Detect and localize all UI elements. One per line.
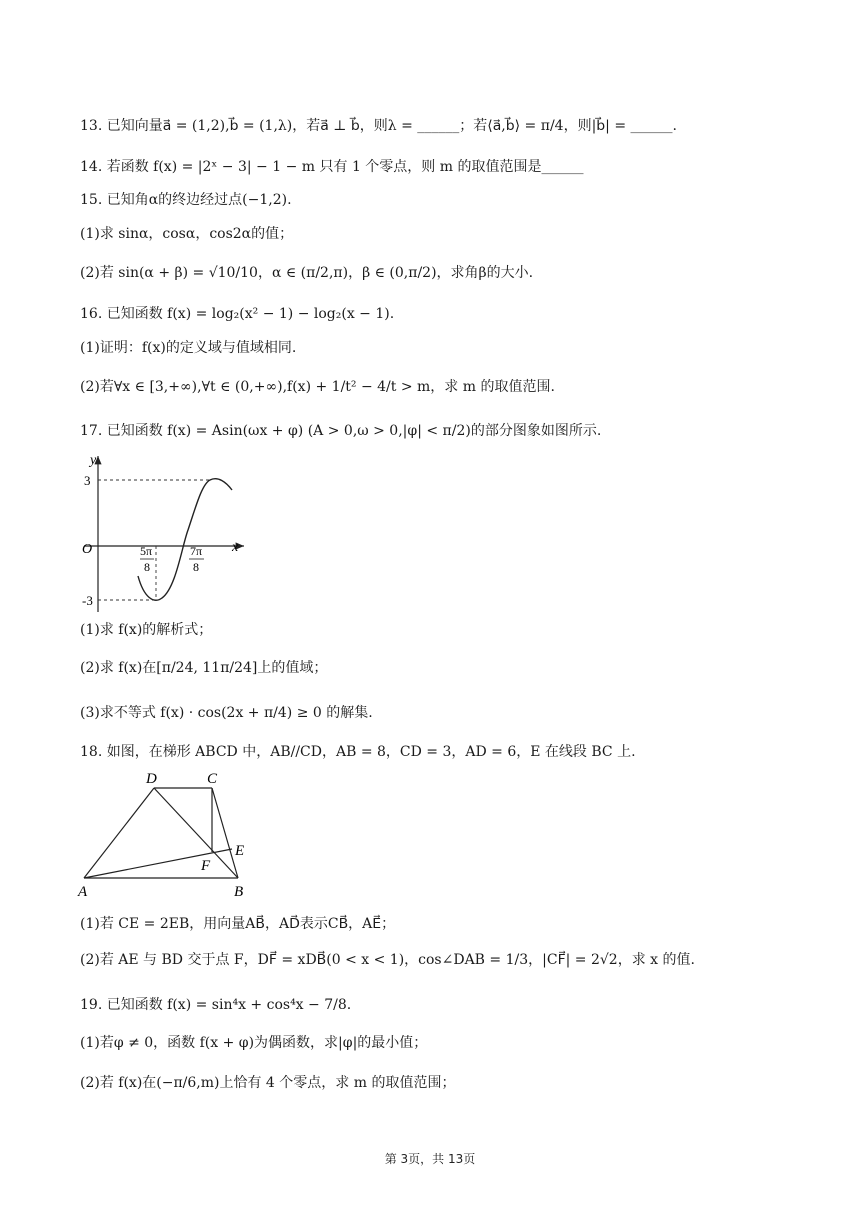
q13-text: 13. 已知向量a⃗ = (1,2),b⃗ = (1,λ)，若a⃗ ⊥ b⃗，则λ = ______；若⟨a⃗,b⃗⟩ = π/4，则|b⃗| = ______. (80, 118, 677, 134)
x2-numerator: 7π (190, 544, 203, 558)
q18-part2: (2)若 AE 与 BD 交于点 F，DF⃗ = xDB⃗(0 < x < 1)，cos∠DAB = 1/3，|CF⃗| = 2√2，求 x 的值. (80, 952, 695, 968)
y-label: y (90, 453, 97, 468)
sine-curve (138, 479, 232, 600)
page-footer: 第 3页，共 13页 (384, 1152, 476, 1166)
q16-part2: (2)若∀x ∈ [3,+∞),∀t ∈ (0,+∞),f(x) + 1/t² − 4/t > m，求 m 的取值范围. (80, 379, 555, 395)
label-D: D (146, 771, 157, 787)
x-label: x (232, 540, 239, 555)
q17-text: 17. 已知函数 f(x) = Asin(ωx + φ) (A > 0,ω > 0,|φ| < π/2)的部分图象如图所示. (80, 423, 602, 439)
label-E: E (235, 843, 245, 859)
label-A: A (78, 884, 88, 900)
q19-part2: (2)若 f(x)在(−π/6,m)上恰有 4 个零点，求 m 的取值范围； (80, 1075, 456, 1091)
q18-trapezoid-figure (74, 766, 260, 904)
q14-text: 14. 若函数 f(x) = |2ˣ − 3| − 1 − m 只有 1 个零点，则 m 的取值范围是______ (80, 159, 584, 175)
x1-denominator: 8 (144, 560, 150, 574)
q15-part2: (2)若 sin(α + β) = √10/10，α ∈ (π/2,π)，β ∈ (0,π/2)，求角β的大小. (80, 265, 534, 281)
q15-part1: (1)求 sinα，cosα，cos2α的值； (80, 226, 294, 242)
label-B: B (234, 884, 244, 900)
x2-denominator: 8 (193, 560, 199, 574)
x1-numerator: 5π (140, 544, 153, 558)
q17-part2: (2)求 f(x)在[π/24, 11π/24]上的值域； (80, 660, 328, 676)
q17-part1: (1)求 f(x)的解析式； (80, 622, 213, 638)
q17-graph (78, 450, 258, 616)
q19-part1: (1)若φ ≠ 0，函数 f(x + φ)为偶函数，求|φ|的最小值； (80, 1035, 428, 1051)
label-C: C (207, 771, 218, 787)
q16-text: 16. 已知函数 f(x) = log₂(x² − 1) − log₂(x − 1). (80, 306, 395, 322)
label-F: F (201, 858, 211, 874)
q17-part3: (3)求不等式 f(x) · cos(2x + π/4) ≥ 0 的解集. (80, 705, 373, 721)
q16-part1: (1)证明：f(x)的定义域与值域相同. (80, 340, 297, 356)
q19-text: 19. 已知函数 f(x) = sin⁴x + cos⁴x − 7/8. (80, 997, 352, 1013)
q18-part1: (1)若 CE = 2EB，用向量AB⃗，AD⃗表示CB⃗，AE⃗； (80, 916, 396, 932)
y-top-label: 3 (84, 473, 91, 488)
origin-label: O (82, 542, 93, 557)
q18-text: 18. 如图，在梯形 ABCD 中，AB//CD，AB = 8，CD = 3，AD = 6，E 在线段 BC 上. (80, 744, 636, 760)
q15-text: 15. 已知角α的终边经过点(−1,2). (80, 192, 292, 208)
y-bottom-label: -3 (82, 593, 93, 608)
